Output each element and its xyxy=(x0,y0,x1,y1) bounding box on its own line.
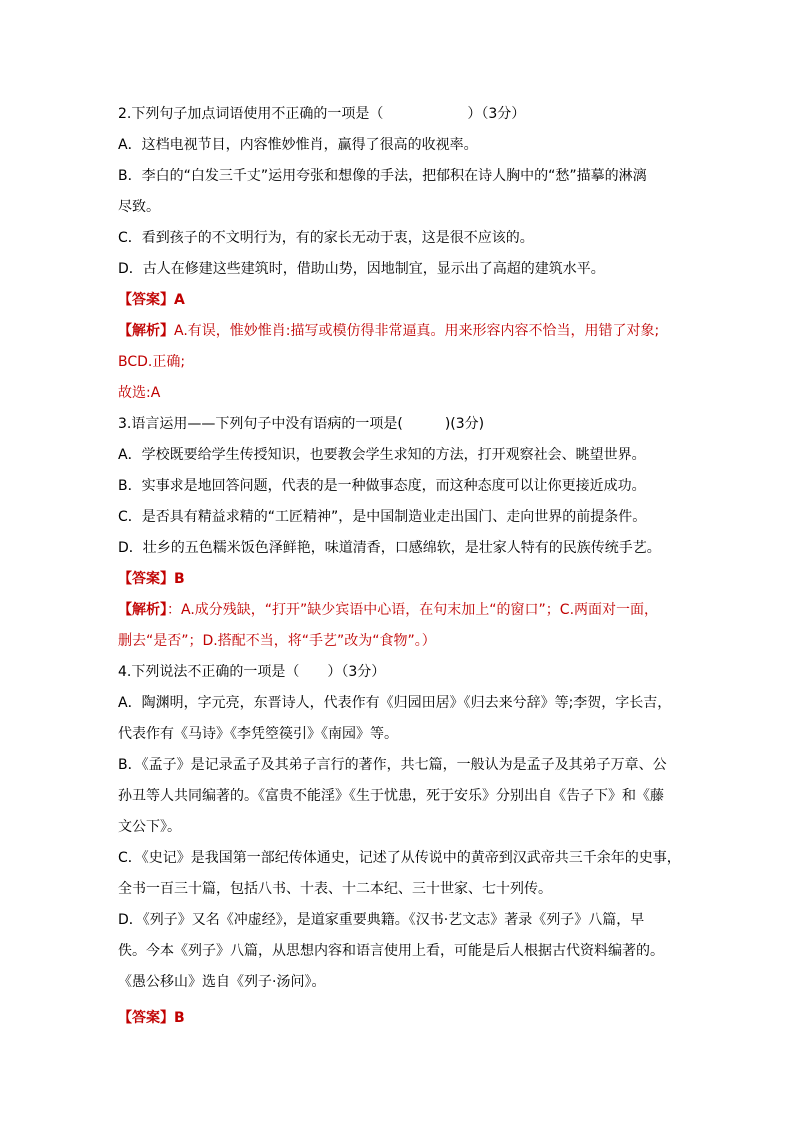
q2-analysis-line3: 故选:A xyxy=(118,385,161,401)
q2-option-b-cont: 尽致。 xyxy=(118,199,160,215)
q4-option-a: A．陶渊明，字元亮，东晋诗人，代表作有《归园田居》《归去来兮辞》等;李贺，字长吉， xyxy=(118,695,672,711)
q3-option-c: C．是否具有精益求精的“工匠精神”，是中国制造业走出国门、走向世界的前提条件。 xyxy=(118,509,647,525)
analysis-label: 【解析】 xyxy=(118,323,174,339)
answer-label: 【答案】 xyxy=(118,1010,174,1026)
q2-analysis-line2: BCD.正确; xyxy=(118,354,186,370)
q4-option-d-cont: 佚。今本《列子》八篇，从思想内容和语言使用上看，可能是后人根据古代资料编著的。 xyxy=(118,943,664,959)
q4-option-a-cont: 代表作有《马诗》《李凭箜篌引》《南园》等。 xyxy=(118,726,398,742)
q2-option-a: A．这档电视节目，内容惟妙惟肖，赢得了很高的收视率。 xyxy=(118,137,478,153)
answer-label: 【答案】 xyxy=(118,571,174,587)
q4-stem: 4.下列说法不正确的一项是（ ）（3分） xyxy=(118,664,386,680)
q4-option-d: D．《列子》又名《冲虚经》，是道家重要典籍。《汉书·艺文志》著录《列子》八篇，早 xyxy=(118,912,645,928)
q4-option-b-cont: 孙丑等人共同编著的。《富贵不能淫》《生于忧患，死于安乐》分别出自《告子下》和《藤 xyxy=(118,788,664,804)
analysis-text: ：A.成分残缺，“打开”缺少宾语中心语，在句末加上“的窗口”；C.两面对一面， xyxy=(167,602,659,618)
q3-stem: 3.语言运用——下列句子中没有语病的一项是( )(3分) xyxy=(118,416,485,432)
answer-value: B xyxy=(174,571,185,587)
analysis-label: 【解析】 xyxy=(118,602,167,618)
q3-analysis xyxy=(118,600,658,620)
q3-option-b: B．实事求是地回答问题，代表的是一种做事态度，而这种态度可以让你更接近成功。 xyxy=(118,478,646,494)
answer-label: 【答案】 xyxy=(118,292,174,308)
q4-answer xyxy=(118,1008,185,1028)
q4-option-b-cont2: 文公下》。 xyxy=(118,819,181,835)
q2-option-c: C．看到孩子的不文明行为，有的家长无动于衷，这是很不应该的。 xyxy=(118,230,534,246)
q2-stem: 2.下列句子加点词语使用不正确的一项是（ ）（3分） xyxy=(118,106,526,122)
q3-option-d: D．壮乡的五色糯米饭色泽鲜艳，味道清香，口感绵软，是壮家人特有的民族传统手艺。 xyxy=(118,540,661,556)
q3-option-a: A．学校既要给学生传授知识，也要教会学生求知的方法，打开观察社会、眺望世界。 xyxy=(118,447,646,463)
q2-option-b: B．李白的“白发三千丈”运用夸张和想像的手法，把郁积在诗人胸中的“愁”描摹的淋漓 xyxy=(118,168,647,184)
q2-option-d: D．古人在修建这些建筑时，借助山势，因地制宜，显示出了高超的建筑水平。 xyxy=(118,261,605,277)
q4-option-d-cont2: 《愚公移山》选自《列子·汤问》。 xyxy=(118,974,326,990)
q2-analysis xyxy=(118,321,659,341)
q3-analysis-line2: 删去“是否”；D.搭配不当，将“手艺”改为“食物”。） xyxy=(118,633,436,649)
analysis-text: A.有误，惟妙惟肖:描写或模仿得非常逼真。用来形容内容不恰当，用错了对象; xyxy=(174,323,660,339)
q3-answer xyxy=(118,569,185,589)
q4-option-c: C．《史记》是我国第一部纪传体通史，记述了从传说中的黄帝到汉武帝共三千余年的史事， xyxy=(118,850,681,866)
answer-value: B xyxy=(174,1010,185,1026)
answer-value: A xyxy=(174,292,185,308)
q4-option-c-cont: 全书一百三十篇，包括八书、十表、十二本纪、三十世家、七十列传。 xyxy=(118,881,552,897)
q4-option-b: B．《孟子》是记录孟子及其弟子言行的著作，共七篇，一般认为是孟子及其弟子万章、公 xyxy=(118,757,667,773)
q2-answer xyxy=(118,290,185,310)
